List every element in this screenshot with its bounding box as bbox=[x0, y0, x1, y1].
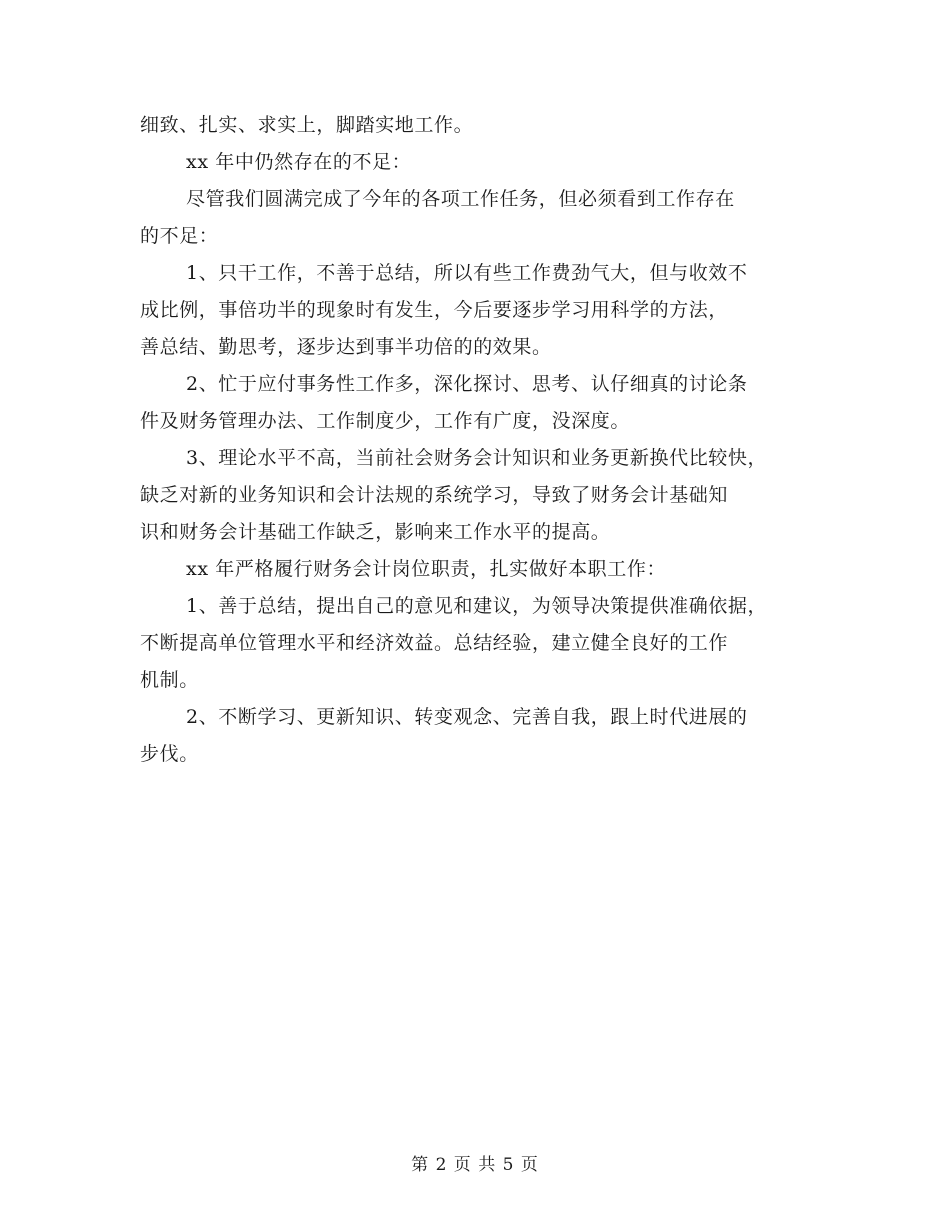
text-line: 细致、扎实、求实上，脚踏实地工作。 bbox=[140, 114, 474, 136]
duty-item-1-line: 不断提高单位管理水平和经济效益。总结经验，建立健全良好的工作 bbox=[140, 632, 729, 654]
list-item-1-line: 1、只干工作，不善于总结，所以有些工作费劲气大，但与收效不 bbox=[186, 262, 748, 284]
list-item-3-line: 缺乏对新的业务知识和会计法规的系统学习，导致了财务会计基础知 bbox=[140, 484, 729, 506]
list-item-2-line: 2、忙于应付事务性工作多，深化探讨、思考、认仔细真的讨论条 bbox=[186, 373, 748, 395]
page-number-footer: 第 2 页 共 5 页 bbox=[411, 1155, 539, 1175]
paragraph-line: 尽管我们圆满完成了今年的各项工作任务，但必须看到工作存在 bbox=[186, 188, 735, 210]
list-item-1-line: 善总结、勤思考，逐步达到事半功倍的的效果。 bbox=[140, 336, 552, 358]
list-item-1-line: 成比例，事倍功半的现象时有发生，今后要逐步学习用科学的方法， bbox=[140, 299, 729, 321]
duty-item-2-line: 步伐。 bbox=[140, 743, 199, 765]
list-item-3-line: 识和财务会计基础工作缺乏，影响来工作水平的提高。 bbox=[140, 521, 611, 543]
duty-item-1-line: 1、善于总结，提出自己的意见和建议，为领导决策提供准确依据， bbox=[186, 595, 768, 617]
duty-item-2-line: 2、不断学习、更新知识、转变观念、完善自我，跟上时代进展的 bbox=[186, 706, 748, 728]
section-heading: xx 年中仍然存在的不足： bbox=[186, 151, 412, 173]
paragraph-line: 的不足： bbox=[140, 225, 219, 247]
list-item-2-line: 件及财务管理办法、工作制度少，工作有广度，没深度。 bbox=[140, 410, 631, 432]
document-body bbox=[140, 107, 820, 773]
duty-item-1-line: 机制。 bbox=[140, 669, 199, 691]
list-item-3-line: 3、理论水平不高，当前社会财务会计知识和业务更新换代比较快， bbox=[186, 447, 768, 469]
section-heading: xx 年严格履行财务会计岗位职责，扎实做好本职工作： bbox=[186, 558, 667, 580]
